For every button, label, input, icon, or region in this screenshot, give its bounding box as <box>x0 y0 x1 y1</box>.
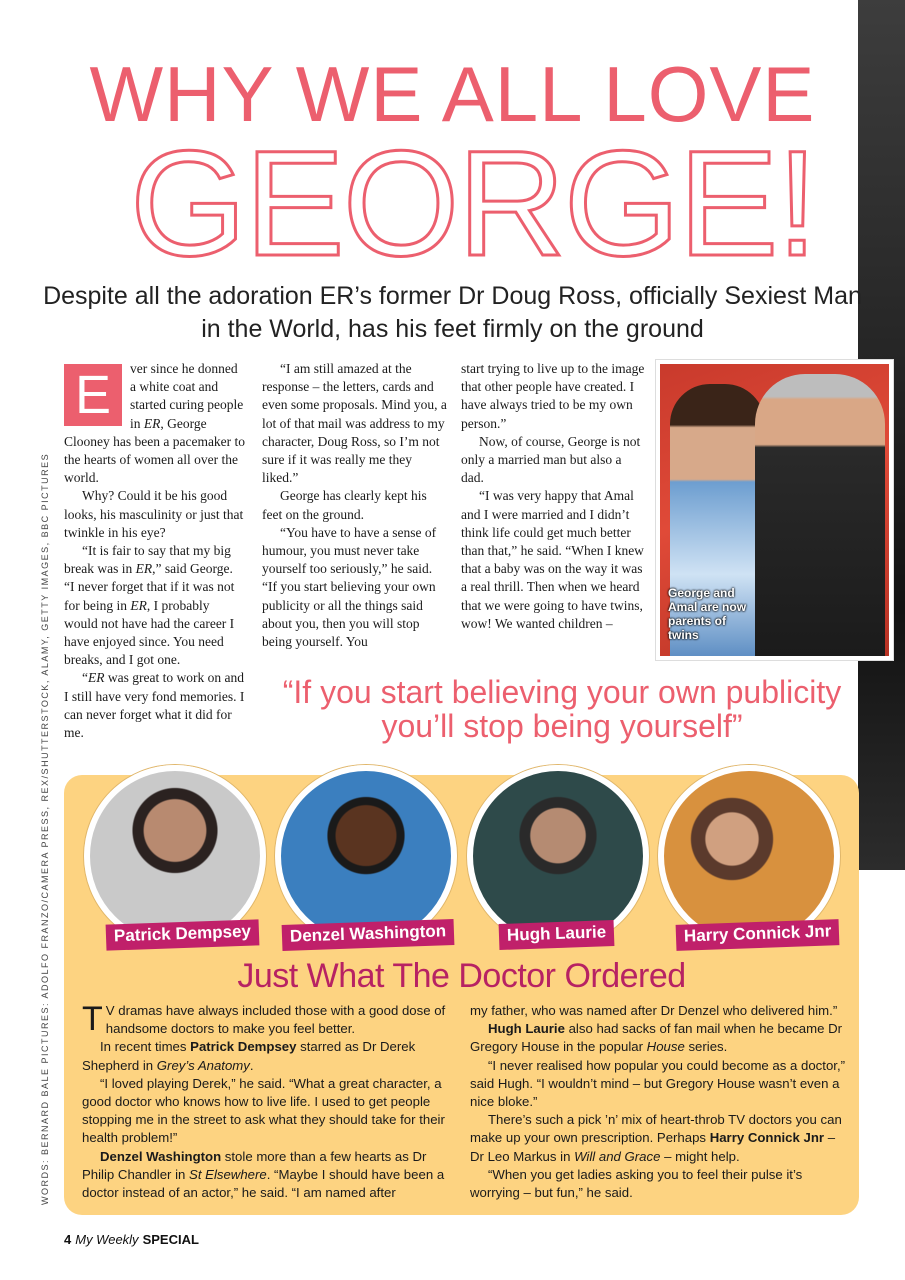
paragraph: “When you get ladies asking you to feel their pulse it’s worrying – but fun,” he said. <box>470 1166 803 1201</box>
name-tag-harry-connick-jnr: Harry Connick Jnr <box>676 919 840 951</box>
paragraph: ver since he donned a white coat and started curing people in ER, George Clooney has been a pacemaker to the hearts of women all over the world. <box>64 361 246 486</box>
panel-title: Just What The Doctor Ordered <box>237 957 686 995</box>
headline-main: GEORGE! <box>130 119 817 287</box>
name-tag-patrick-dempsey: Patrick Dempsey <box>106 919 260 950</box>
paragraph: T V dramas have always included those with a good dose of handsome doctors to make you feel better. <box>82 1000 446 1038</box>
article-column-3 <box>461 360 646 633</box>
paragraph: “It is fair to say that my big break was in ER,” said George. “I never forget that if it was not for being in ER, I probably would not have had the career I have enjoyed since. You need breaks, and I got one. <box>64 543 235 668</box>
paragraph: “You have to have a sense of humour, you must never take yourself too seriously,” he said. “If you start believing your own publicity or all the things said about you, then you will stop being yourself. You <box>262 524 437 650</box>
paragraph: “I never realised how popular you could become as a doctor,” said Hugh. “I wouldn’t mind – but Gregory House wasn’t even a nice bloke.” <box>470 1057 845 1110</box>
paragraph: “I am still amazed at the response – the letters, cards and even some proposals. Mind you, a lot of that mail was address to my character, Doug Ross, so I’m not sure if it was really me they liked.” <box>262 361 447 486</box>
doctor-photo-hugh-laurie <box>467 765 649 947</box>
panel-drop-cap: T <box>82 1000 103 1038</box>
george-amal-photo <box>656 360 893 660</box>
page-number: 4 <box>64 1232 72 1247</box>
photo-caption: George and Amal are now parents of twins <box>668 586 747 642</box>
paragraph: George has clearly kept his feet on the ground. <box>262 488 427 522</box>
paragraph: “ER was great to work on and I still have very fond memories. I can never forget what it did for me. <box>64 670 245 741</box>
paragraph: In recent times Patrick Dempsey starred as Dr Derek Shepherd in Grey’s Anatomy. <box>82 1039 416 1073</box>
paragraph: Hugh Laurie also had sacks of fan mail when he became Dr Gregory House in the popular House series. <box>470 1021 843 1055</box>
standfirst: Despite all the adoration ER’s former Dr Doug Ross, officially Sexiest Man in the World, has his feet firmly on the ground <box>43 282 862 343</box>
paragraph: Now, of course, George is not only a married man but also a dad. <box>461 433 641 486</box>
panel-column-2 <box>470 1002 845 1202</box>
magazine-name: My Weekly <box>75 1232 139 1247</box>
panel-column-1 <box>82 1002 454 1202</box>
paragraph: There’s such a pick ’n’ mix of heart-throb TV doctors you can make up your own prescription. Perhaps Harry Connick Jnr – Dr Leo Markus in Will and Grace – might help. <box>470 1112 842 1164</box>
paragraph: “I loved playing Derek,” he said. “What a great character, a good doctor who knows how to live life. I used to get people stopping me in the street to ask what they should take for their health problem!” <box>82 1075 445 1146</box>
paragraph: Why? Could it be his good looks, his masculinity or just that twinkle in his eye? <box>64 488 244 540</box>
paragraph: my father, who was named after Dr Denzel who delivered him.” <box>470 1003 838 1018</box>
headline-top: WHY WE ALL LOVE <box>89 50 816 138</box>
name-tag-hugh-laurie: Hugh Laurie <box>499 920 615 950</box>
magazine-special: SPECIAL <box>142 1232 199 1247</box>
article-column-2 <box>262 360 448 651</box>
article-column-1 <box>64 360 246 742</box>
paragraph: “I was very happy that Amal and I were married and I didn’t think life could get much better than that,” he said. “When I knew that a baby was on the way it was a real thrill. Then when we heard that we were going to have twins, wow! We wanted children – <box>461 488 644 631</box>
page-footer <box>64 1232 199 1248</box>
paragraph: Denzel Washington stole more than a few hearts as Dr Philip Chandler in St Elsewhere. “Maybe I should have been a doctor instead of an actor,” he said. “I am named after <box>82 1148 445 1201</box>
paragraph: start trying to live up to the image that other people have created. I have always tried to be my own person.” <box>461 361 645 431</box>
photo-figure-george <box>755 374 885 656</box>
drop-cap: E <box>64 364 122 426</box>
name-tag-denzel-washington: Denzel Washington <box>282 919 455 951</box>
pull-quote: “If you start believing your own publicity you’ll stop being yourself” <box>282 674 842 744</box>
picture-credits: WORDS: BERNARD BALE PICTURES: ADOLFO FRANZO/CAMERA PRESS, REX/SHUTTERSTOCK, ALAMY, GETTY IMAGES, BBC PICTURES <box>40 452 50 1205</box>
